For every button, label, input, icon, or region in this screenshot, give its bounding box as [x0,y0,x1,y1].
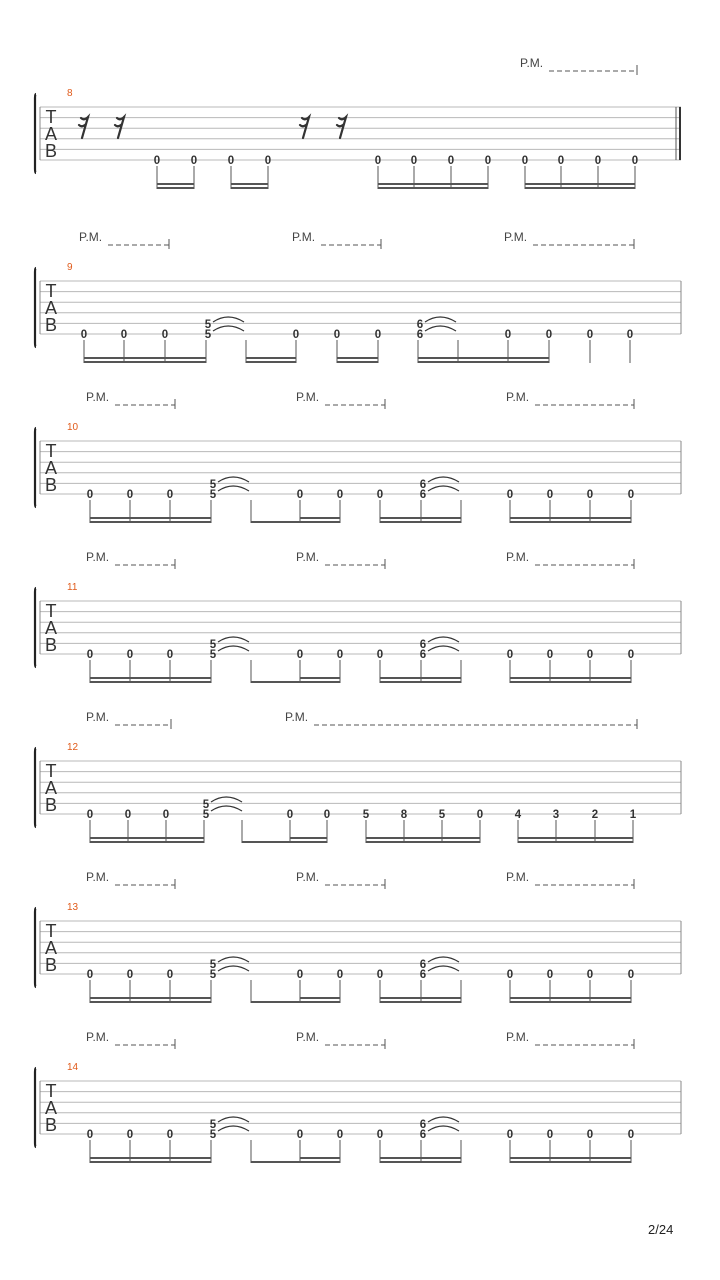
fret-number: 5 [209,1119,217,1131]
fret-number: 0 [506,489,514,501]
fret-number: 6 [419,959,427,971]
tab-clef-letter: A [44,938,58,958]
fret-number: 0 [336,969,344,981]
fret-number: 0 [126,969,134,981]
fret-number: 0 [627,1129,635,1141]
fret-number: 0 [546,489,554,501]
tie-arc [218,1117,249,1122]
tie-arc [213,317,244,322]
palm-mute-label: P.M. [86,1030,110,1044]
system-bracket [35,748,36,827]
tie-arc [213,326,244,331]
fret-number: 0 [586,1129,594,1141]
tab-clef-letter: A [44,458,58,478]
tab-clef-letter: T [45,441,57,461]
tab-system [35,870,681,1003]
palm-mute-label: P.M. [504,230,528,244]
palm-mute-label: P.M. [506,870,530,884]
fret-number: 5 [209,959,217,971]
measure-number: 13 [67,902,79,913]
fret-number: 0 [627,489,635,501]
fret-number: 0 [126,1129,134,1141]
fret-number: 0 [286,809,294,821]
tab-clef-letter: A [44,124,58,144]
fret-number: 0 [586,489,594,501]
tab-system [35,56,681,189]
fret-number: 0 [586,969,594,981]
fret-number: 0 [546,1129,554,1141]
fret-number: 0 [374,155,382,167]
palm-mute-label: P.M. [86,390,110,404]
tab-clef-letter: B [44,1115,58,1135]
system-bracket [35,1068,36,1147]
fret-number: 0 [162,809,170,821]
fret-number: 0 [546,969,554,981]
tie-arc [428,1117,459,1122]
system-bracket [35,94,36,173]
tab-clef-letter: A [44,1098,58,1118]
palm-mute-label: P.M. [292,230,316,244]
fret-number: 0 [86,969,94,981]
fret-number: 0 [336,649,344,661]
fret-number: 0 [120,329,128,341]
tab-system [35,230,681,363]
fret-number: 0 [153,155,161,167]
tab-clef-letter: B [44,955,58,975]
fret-number: 0 [264,155,272,167]
fret-number: 0 [376,649,384,661]
fret-number: 3 [552,809,560,821]
tie-arc [211,797,242,802]
tab-clef-letter: B [44,635,58,655]
fret-number: 0 [546,649,554,661]
fret-number: 0 [296,1129,304,1141]
fret-number: 6 [419,479,427,491]
fret-number: 0 [190,155,198,167]
fret-number: 0 [506,969,514,981]
fret-number: 0 [545,329,553,341]
sixteenth-rest-glyph [79,117,88,138]
measure-number: 14 [67,1062,79,1073]
palm-mute-label: P.M. [506,390,530,404]
fret-number: 0 [161,329,169,341]
fret-number: 1 [629,809,637,821]
fret-number: 0 [227,155,235,167]
fret-number: 5 [209,1129,217,1141]
tie-arc [425,326,456,331]
fret-number: 6 [419,1129,427,1141]
measure-number: 8 [67,88,73,99]
measure-number: 12 [67,742,79,753]
tab-clef-letter: A [44,618,58,638]
fret-number: 6 [416,319,424,331]
fret-number: 0 [506,1129,514,1141]
fret-number: 0 [296,969,304,981]
palm-mute-label: P.M. [86,710,110,724]
fret-number: 0 [166,1129,174,1141]
tab-clef-letter: T [45,107,57,127]
palm-mute-label: P.M. [86,870,110,884]
tie-arc [218,646,249,651]
tab-clef-letter: B [44,795,58,815]
tie-arc [425,317,456,322]
fret-number: 6 [419,1119,427,1131]
tie-arc [428,637,459,642]
palm-mute-label: P.M. [296,390,320,404]
tab-system [35,710,681,843]
fret-number: 0 [586,329,594,341]
tie-arc [218,486,249,491]
fret-number: 0 [126,649,134,661]
fret-number: 0 [557,155,565,167]
palm-mute-label: P.M. [285,710,309,724]
tab-clef-letter: B [44,475,58,495]
fret-number: 0 [506,649,514,661]
fret-number: 0 [336,1129,344,1141]
fret-number: 5 [209,969,217,981]
tab-clef-letter: B [44,141,58,161]
tie-arc [428,957,459,962]
tab-clef-letter: T [45,281,57,301]
fret-number: 8 [400,809,408,821]
fret-number: 5 [209,489,217,501]
fret-number: 5 [362,809,370,821]
system-bracket [35,268,36,347]
system-bracket [35,588,36,667]
measure-number: 11 [67,582,78,593]
sixteenth-rest-glyph [115,117,124,138]
fret-number: 0 [86,489,94,501]
tie-arc [218,957,249,962]
fret-number: 0 [484,155,492,167]
fret-number: 2 [591,809,599,821]
fret-number: 0 [627,649,635,661]
palm-mute-label: P.M. [296,550,320,564]
fret-number: 6 [416,329,424,341]
fret-number: 0 [504,329,512,341]
fret-number: 0 [376,969,384,981]
fret-number: 0 [333,329,341,341]
tab-clef-letter: T [45,761,57,781]
fret-number: 0 [376,489,384,501]
system-bracket [35,428,36,507]
fret-number: 0 [476,809,484,821]
fret-number: 0 [336,489,344,501]
system-bracket [35,908,36,987]
fret-number: 6 [419,969,427,981]
fret-number: 0 [166,489,174,501]
fret-number: 6 [419,639,427,651]
fret-number: 0 [586,649,594,661]
tab-clef-letter: A [44,298,58,318]
tie-arc [218,966,249,971]
fret-number: 0 [166,649,174,661]
palm-mute-label: P.M. [506,550,530,564]
fret-number: 6 [419,489,427,501]
fret-number: 0 [521,155,529,167]
fret-number: 0 [166,969,174,981]
tie-arc [218,1126,249,1131]
sixteenth-rest-glyph [337,117,346,138]
fret-number: 6 [419,649,427,661]
measure-number: 10 [67,422,79,433]
fret-number: 0 [447,155,455,167]
fret-number: 0 [86,649,94,661]
fret-number: 5 [202,799,210,811]
fret-number: 0 [126,489,134,501]
fret-number: 0 [86,1129,94,1141]
fret-number: 5 [438,809,446,821]
fret-number: 5 [209,639,217,651]
tie-arc [428,477,459,482]
tie-arc [211,806,242,811]
measure-number: 9 [67,262,73,273]
tie-arc [428,966,459,971]
palm-mute-label: P.M. [506,1030,530,1044]
fret-number: 4 [514,809,522,821]
fret-number: 0 [626,329,634,341]
fret-number: 0 [627,969,635,981]
tab-clef-letter: T [45,1081,57,1101]
fret-number: 0 [292,329,300,341]
fret-number: 0 [374,329,382,341]
tab-clef-letter: B [44,315,58,335]
fret-number: 5 [209,649,217,661]
fret-number: 5 [209,479,217,491]
tie-arc [218,637,249,642]
sixteenth-rest-glyph [300,117,309,138]
tie-arc [428,486,459,491]
palm-mute-label: P.M. [296,870,320,884]
palm-mute-label: P.M. [79,230,103,244]
page-number: 2/24 [648,1222,674,1237]
tie-arc [218,477,249,482]
tie-arc [428,1126,459,1131]
fret-number: 0 [323,809,331,821]
tab-clef-letter: T [45,921,57,941]
tab-system [35,390,681,523]
tab-clef-letter: A [44,778,58,798]
fret-number: 5 [204,319,212,331]
tab-clef-letter: T [45,601,57,621]
fret-number: 0 [410,155,418,167]
fret-number: 0 [80,329,88,341]
fret-number: 5 [204,329,212,341]
fret-number: 0 [631,155,639,167]
fret-number: 0 [376,1129,384,1141]
palm-mute-label: P.M. [520,56,544,70]
tab-system [35,1030,681,1163]
fret-number: 0 [594,155,602,167]
palm-mute-label: P.M. [86,550,110,564]
fret-number: 5 [202,809,210,821]
tie-arc [428,646,459,651]
fret-number: 0 [124,809,132,821]
tab-system [35,550,681,683]
fret-number: 0 [86,809,94,821]
fret-number: 0 [296,489,304,501]
palm-mute-label: P.M. [296,1030,320,1044]
fret-number: 0 [296,649,304,661]
